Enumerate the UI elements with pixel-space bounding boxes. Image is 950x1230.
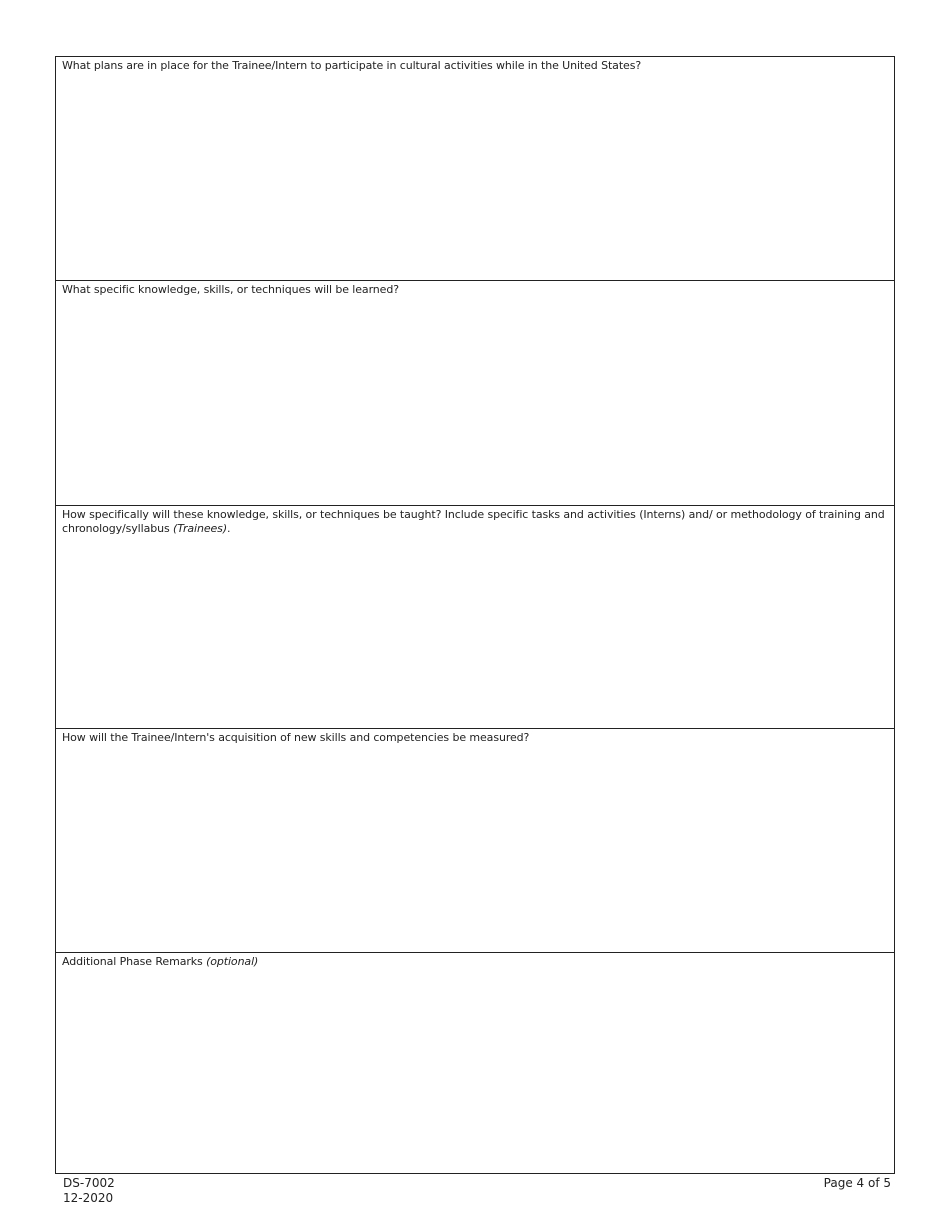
cultural-activities-input[interactable] bbox=[58, 91, 892, 278]
skills-measurement-input[interactable] bbox=[58, 763, 892, 950]
additional-remarks-input[interactable] bbox=[58, 987, 892, 1171]
teaching-methodology-label-suffix: . bbox=[227, 522, 231, 535]
skills-measurement-label bbox=[62, 731, 888, 745]
teaching-methodology-label bbox=[62, 508, 888, 536]
knowledge-skills-label-text: What specific knowledge, skills, or techniques will be learned? bbox=[62, 283, 399, 296]
form-date: 12-2020 bbox=[63, 1191, 114, 1205]
additional-remarks-field bbox=[56, 952, 894, 1173]
additional-remarks-label-emphasis: (optional) bbox=[206, 955, 259, 968]
teaching-methodology-label-text: How specifically will these knowledge, skills, or techniques be taught? Include specific tasks and activities (Interns) and/ or methodology of training and chronology/syllabus bbox=[62, 508, 885, 535]
cultural-activities-label-text: What plans are in place for the Trainee/Intern to participate in cultural activities while in the United States? bbox=[62, 59, 642, 72]
additional-remarks-label bbox=[62, 955, 888, 969]
skills-measurement-field bbox=[56, 728, 894, 952]
knowledge-skills-input[interactable] bbox=[58, 315, 892, 503]
teaching-methodology-input[interactable] bbox=[58, 540, 892, 726]
page-indicator: Page 4 of 5 bbox=[823, 1176, 891, 1190]
form-identifier bbox=[63, 1176, 115, 1206]
form-number: DS-7002 bbox=[63, 1176, 115, 1190]
teaching-methodology-label-emphasis: (Trainees) bbox=[173, 522, 228, 535]
skills-measurement-label-text: How will the Trainee/Intern's acquisition of new skills and competencies be measured? bbox=[62, 731, 530, 744]
cultural-activities-field bbox=[56, 57, 894, 280]
additional-remarks-label-text: Additional Phase Remarks bbox=[62, 955, 207, 968]
form-frame bbox=[55, 56, 895, 1174]
cultural-activities-label bbox=[62, 59, 888, 73]
knowledge-skills-label bbox=[62, 283, 888, 297]
teaching-methodology-field bbox=[56, 505, 894, 728]
knowledge-skills-field bbox=[56, 280, 894, 505]
